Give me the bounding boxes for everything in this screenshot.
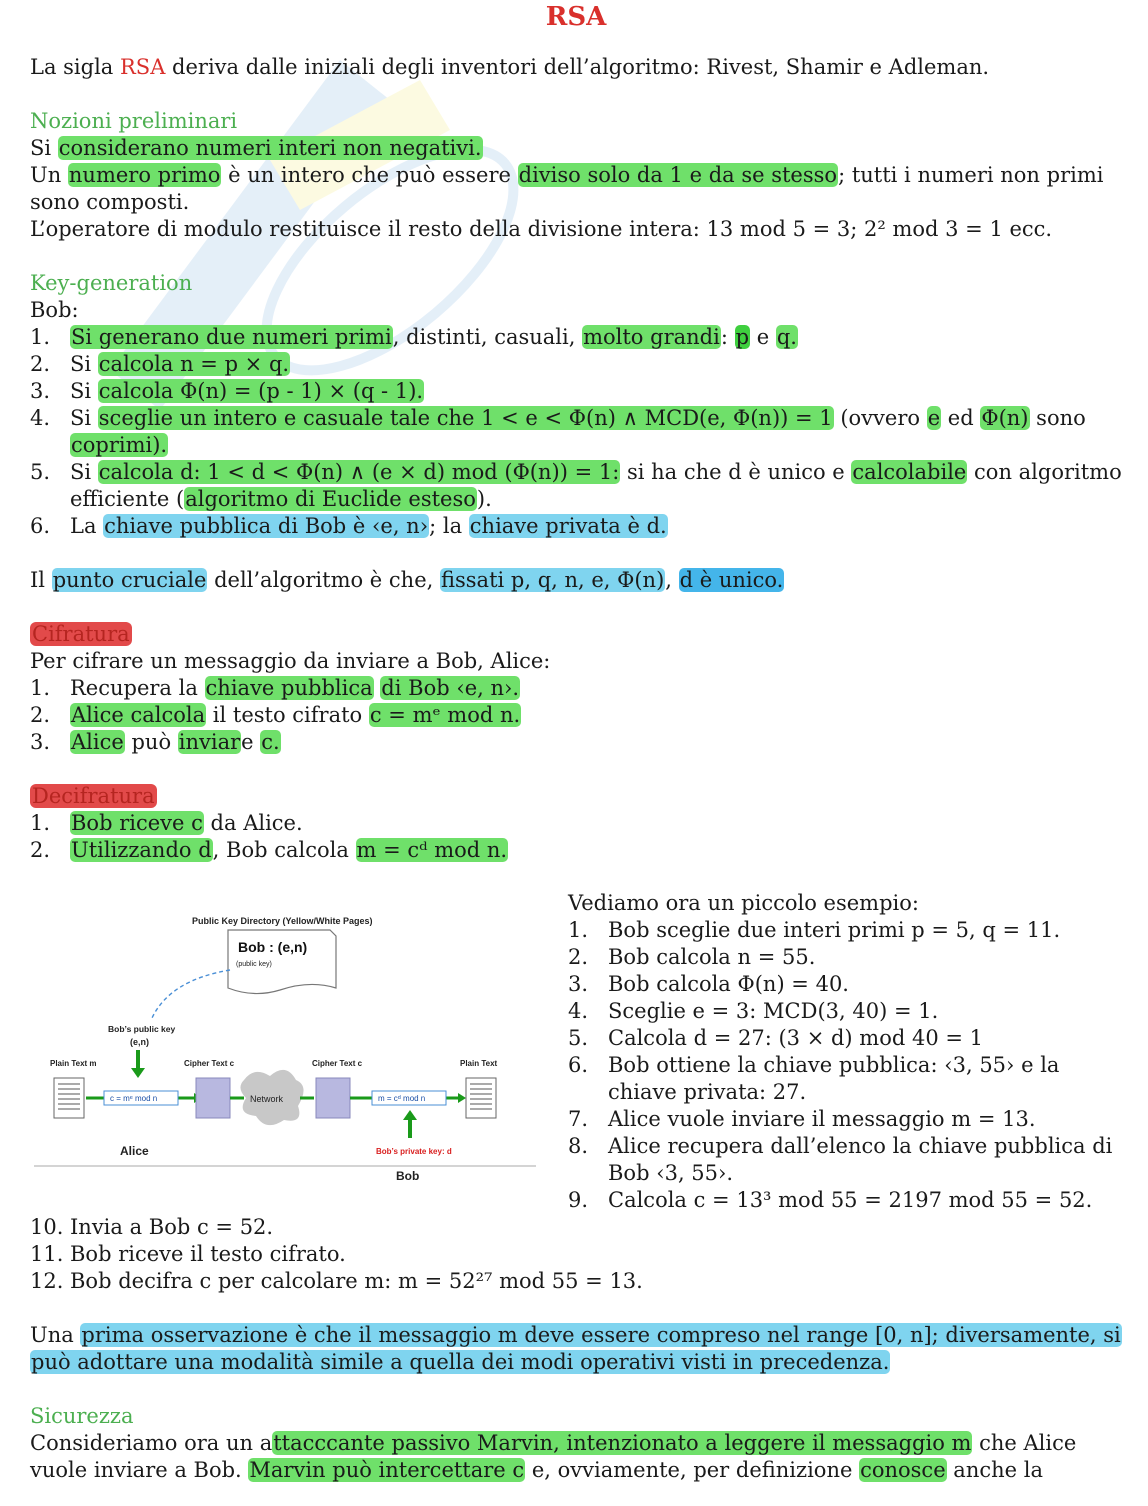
text: Il [30, 568, 52, 592]
item-number: 3. [30, 379, 51, 403]
prelim-line-1 [30, 135, 1122, 162]
text: (ovvero [833, 406, 927, 430]
item-number: 4. [30, 406, 51, 430]
highlight: considerano numeri interi non negativi. [58, 136, 482, 160]
example-list [568, 917, 1122, 1214]
item-text: Bob calcola Φ(n) = 40. [608, 972, 849, 996]
highlight: calcola n = p × q. [98, 352, 290, 376]
observation-paragraph [30, 1322, 1122, 1376]
card-subtitle: (public key) [236, 961, 272, 968]
item-number: 3. [30, 730, 51, 754]
highlight: c. [261, 730, 280, 754]
item-number: 9. [568, 1188, 589, 1212]
plaintext-label: Plain Text m [50, 1059, 97, 1068]
highlight: p [735, 325, 750, 349]
item-number: 6. [30, 514, 51, 538]
list-item [568, 1187, 1122, 1214]
list-item [30, 1268, 1122, 1295]
highlight: m = cᵈ mod n. [356, 838, 508, 862]
list-item [568, 971, 1122, 998]
text: , distinti, casuali, [392, 325, 583, 349]
cipher-block-1 [196, 1078, 230, 1118]
list-item [30, 351, 1122, 378]
text: che Alice [972, 1431, 1077, 1455]
highlight: calcola Φ(n) = (p - 1) × (q - 1). [98, 379, 424, 403]
document-page [30, 0, 1122, 1484]
pubkey-value: (e,n) [130, 1037, 149, 1047]
text: è un intero che può essere [221, 163, 518, 187]
item-number: 2. [568, 945, 589, 969]
alice-label: Alice [120, 1144, 149, 1158]
security-line-2 [30, 1457, 1122, 1484]
text: può [124, 730, 178, 754]
highlight: algoritmo di Euclide esteso [185, 487, 476, 511]
text: Una [30, 1323, 81, 1347]
list-item [30, 405, 1122, 459]
heading-keygen: Key-generation [30, 271, 193, 295]
text: efficiente ( [70, 487, 185, 511]
example-section [30, 890, 1122, 1214]
list-item [30, 459, 1122, 513]
text: : [720, 325, 735, 349]
card-title: Bob : (e,n) [238, 939, 308, 955]
example-intro: Vediamo ora un piccolo esempio: [568, 891, 919, 915]
crux-paragraph [30, 567, 1122, 594]
item-number: 6. [568, 1053, 589, 1077]
text: si ha che d è unico e [620, 460, 852, 484]
item-number: 2. [30, 352, 51, 376]
enc-list [30, 675, 1122, 756]
item-number: 5. [30, 460, 51, 484]
list-item [568, 1025, 1122, 1052]
list-item [568, 917, 1122, 944]
prelim-line-2 [30, 162, 1122, 189]
directory-label: Public Key Directory (Yellow/White Pages) [192, 916, 373, 926]
heading-cifratura: Cifratura [32, 622, 130, 646]
dashed-arrow [152, 970, 230, 1018]
highlight: Utilizzando d [71, 838, 212, 862]
text: ). [476, 487, 492, 511]
text: ed [941, 406, 981, 430]
text: anche la [946, 1458, 1043, 1482]
list-item [30, 378, 1122, 405]
highlight: punto cruciale [52, 568, 207, 592]
prelim-line-4: L’operatore di modulo restituisce il resto della divisione intera: 13 mod 5 = 3; 2² mod 3 = 1 ecc. [30, 217, 1053, 241]
ciphertext-label-2: Cipher Text c [312, 1059, 363, 1068]
text: il testo cifrato [206, 703, 369, 727]
item-text: Calcola c = 13³ mod 55 = 2197 mod 55 = 52. [608, 1188, 1093, 1212]
highlight: chiave pubblica di Bob è ‹e, n› [104, 514, 429, 538]
text: Si [70, 406, 98, 430]
item-text: Calcola d = 27: (3 × d) mod 40 = 1 [608, 1026, 983, 1050]
text: La [70, 514, 104, 538]
highlight: d è unico. [679, 568, 784, 592]
rsa-diagram [30, 910, 538, 1200]
example-list-continued [30, 1214, 1122, 1295]
up-arrow-head-icon [403, 1110, 417, 1120]
list-item [30, 1241, 1122, 1268]
intro-paragraph [30, 54, 1122, 81]
highlight: chiave pubblica [205, 676, 373, 700]
highlight: inviar [178, 730, 241, 754]
item-text: Alice recupera dall’elenco la chiave pubblica di Bob ‹3, 55›. [608, 1134, 1113, 1185]
intro-text-end: deriva dalle iniziali degli inventori dell’algoritmo: Rivest, Shamir e Adleman. [165, 55, 990, 79]
list-item [568, 998, 1122, 1025]
intro-text: La sigla [30, 55, 120, 79]
list-item [30, 675, 1122, 702]
text: ; tutti i numeri non primi [838, 163, 1104, 187]
item-text: Bob calcola n = 55. [608, 945, 816, 969]
text: Si [70, 352, 98, 376]
list-item [30, 837, 1122, 864]
item-number: 4. [568, 999, 589, 1023]
highlight: c = mᵉ mod n. [369, 703, 521, 727]
item-number: 8. [568, 1134, 589, 1158]
prelim-line-3: sono composti. [30, 190, 190, 214]
text: , Bob calcola [212, 838, 356, 862]
list-item [30, 1214, 1122, 1241]
highlight: calcola d: 1 < d < Φ(n) ∧ (e × d) mod (Φ(n)) = 1: [98, 460, 620, 484]
item-number: 1. [568, 918, 589, 942]
highlight: Φ(n) [981, 406, 1029, 430]
highlight: fissati p, q, n, e, Φ(n) [440, 568, 665, 592]
ciphertext-label-1: Cipher Text c [184, 1059, 235, 1068]
text: e, ovviamente, per definizione [525, 1458, 860, 1482]
privkey-label: Bob’s private key: d [376, 1147, 452, 1156]
item-number: 1. [30, 811, 51, 835]
highlight: Alice calcola [71, 703, 206, 727]
highlight: Alice [71, 730, 124, 754]
highlight: può adottare una modalità simile a quella dei modi operativi visti in precedenza. [31, 1350, 890, 1374]
highlight: sceglie un intero e casuale tale che 1 < e < Φ(n) ∧ MCD(e, Φ(n)) = 1 [98, 406, 833, 430]
item-number: 1. [30, 325, 51, 349]
highlight: coprimi). [71, 433, 168, 457]
item-number: 5. [568, 1026, 589, 1050]
highlight: Si generano due numeri primi [71, 325, 392, 349]
rsa-term: RSA [120, 55, 166, 79]
highlight: q. [776, 325, 797, 349]
highlight: calcolabile [852, 460, 967, 484]
text: Recupera la [70, 676, 205, 700]
pubkey-label: Bob’s public key [108, 1024, 176, 1034]
highlight: molto grandi [583, 325, 720, 349]
list-item [30, 729, 1122, 756]
item-text: Bob riceve il testo cifrato. [70, 1242, 346, 1266]
cipher-block-2 [316, 1078, 350, 1118]
text: dell’algoritmo è che, [207, 568, 440, 592]
item-number: 10. [30, 1215, 64, 1239]
page-title: RSA [545, 2, 607, 32]
item-number: 7. [568, 1107, 589, 1131]
item-text: Sceglie e = 3: MCD(3, 40) = 1. [608, 999, 939, 1023]
text: ; la [429, 514, 469, 538]
item-number: 1. [30, 676, 51, 700]
list-item [30, 702, 1122, 729]
highlight: Bob riceve c [71, 811, 203, 835]
text: e [241, 730, 261, 754]
list-item [568, 1133, 1122, 1187]
highlight: ttacccante passivo Marvin, intenzionato a leggere il messaggio m [273, 1431, 972, 1455]
example-column [568, 890, 1122, 1214]
item-number: 2. [30, 703, 51, 727]
list-item [30, 810, 1122, 837]
highlight: e [927, 406, 941, 430]
text: vuole inviare a Bob. [30, 1458, 249, 1482]
text: sono [1029, 406, 1086, 430]
item-number: 11. [30, 1242, 64, 1266]
keygen-list [30, 324, 1122, 540]
text: Si [30, 136, 58, 160]
item-text: Bob ottiene la chiave pubblica: ‹3, 55› e la chiave privata: 27. [608, 1053, 1060, 1104]
text: Si [70, 460, 98, 484]
down-arrow-head-icon [131, 1068, 145, 1078]
encrypt-formula: c = mᵉ mod n [110, 1094, 158, 1103]
highlight: prima osservazione è che il messaggio m deve essere compreso nel range [0, n]; diversamente, si [81, 1323, 1121, 1347]
item-text: Invia a Bob c = 52. [70, 1215, 274, 1239]
text: Un [30, 163, 68, 187]
list-item [568, 1106, 1122, 1133]
highlight: conosce [860, 1458, 946, 1482]
highlight: numero primo [68, 163, 221, 187]
plaintext-label-2: Plain Text [460, 1059, 498, 1068]
item-text: Bob sceglie due interi primi p = 5, q = 11. [608, 918, 1061, 942]
flow-arrow-4-head-icon [458, 1093, 466, 1103]
text: Si [70, 379, 98, 403]
bob-label: Bob [396, 1169, 420, 1183]
network-label: Network [250, 1094, 284, 1104]
text: Consideriamo ora un a [30, 1431, 273, 1455]
text: da Alice. [203, 811, 303, 835]
decrypt-formula: m = cᵈ mod n [378, 1094, 426, 1103]
enc-intro: Per cifrare un messaggio da inviare a Bob, Alice: [30, 649, 551, 673]
highlight: Marvin può intercettare c [249, 1458, 525, 1482]
text: e [750, 325, 776, 349]
text: , [665, 568, 679, 592]
highlight: chiave privata è d. [469, 514, 667, 538]
list-item [568, 1052, 1122, 1106]
heading-prelim: Nozioni preliminari [30, 109, 238, 133]
item-number: 2. [30, 838, 51, 862]
keygen-bob: Bob: [30, 298, 79, 322]
item-number: 12. [30, 1269, 64, 1293]
list-item [568, 944, 1122, 971]
highlight: diviso solo da 1 e da se stesso [518, 163, 838, 187]
security-line-1 [30, 1430, 1122, 1457]
list-item [30, 513, 1122, 540]
highlight: di Bob ‹e, n›. [381, 676, 520, 700]
dec-list [30, 810, 1122, 864]
item-text: Alice vuole inviare il messaggio m = 13. [608, 1107, 1036, 1131]
list-item [30, 324, 1122, 351]
text: con algoritmo [967, 460, 1122, 484]
heading-security: Sicurezza [30, 1404, 134, 1428]
heading-decifratura: Decifratura [32, 784, 155, 808]
item-text: Bob decifra c per calcolare m: m = 52²⁷ mod 55 = 13. [70, 1269, 643, 1293]
item-number: 3. [568, 972, 589, 996]
